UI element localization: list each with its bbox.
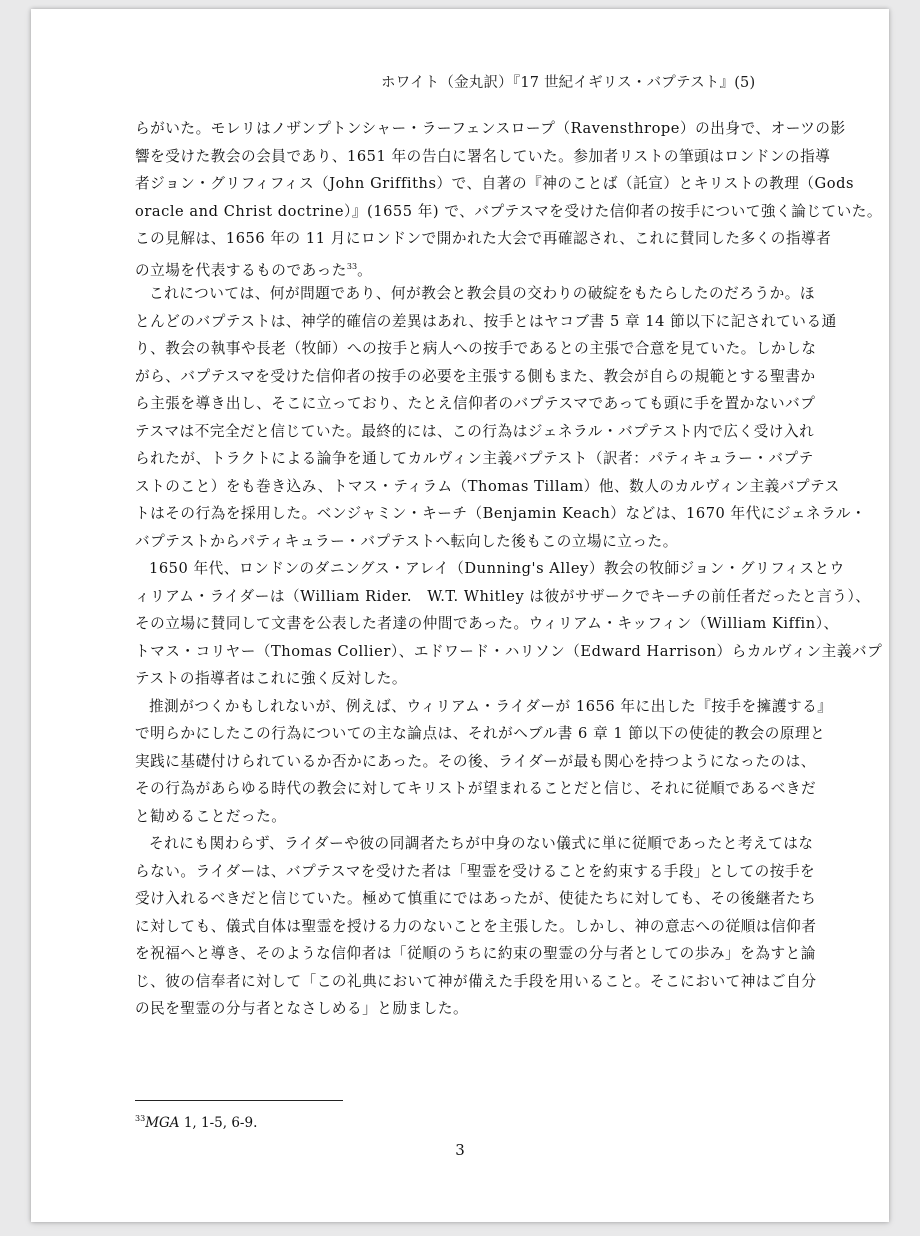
text-line: 受け入れるべきだと信じていた。極めて慎重にではあったが、使徒たちに対しても、その後継者たち [135,890,817,907]
paragraph-first-line: 1650 年代、ロンドンのダニングス・アレイ（Dunning's Alley）教会の牧師ジョン・グリフィスとウ [149,560,845,577]
text-line: 実践に基礎付けられているか否かにあった。その後、ライダーが最も関心を持つようになったのは、 [135,752,816,770]
body-text [135,115,883,1023]
text-line: 響を受けた教会の会員であり、1651 年の告白に署名していた。参加者リストの筆頭はロンドンの指導 [135,147,831,165]
text-line: で明らかにしたこの行為についての主な論点は、それがヘブル書 6 章 1 節以下の使徒的教会の原理と [135,725,826,742]
text-line: と勧めることだった。 [135,807,287,825]
text-line: の民を聖霊の分与者となさしめる」と励ました。 [135,1000,469,1017]
text-line: テスマは不完全だと信じていた。最終的には、この行為はジェネラル・バプテスト内で広く受け入れ [135,422,815,440]
running-header: ホワイト（金丸訳）『17 世紀イギリス・バプテスト』(5) [381,75,756,91]
text-line: oracle and Christ doctrine）』(1655 年) で、バプテスマを受けた信仰者の按手について強く論じていた。 [135,202,883,220]
text-line: トマス・コリヤー（Thomas Collier）、エドワード・ハリソン（Edward Harrison）らカルヴィン主義バプ [135,642,883,660]
text-line: その立場に賛同して文書を公表した者達の仲間であった。ウィリアム・キッフィン（William Kiffin）、 [135,615,839,632]
page-number: 3 [455,1141,465,1159]
footnote-divider [135,1100,343,1101]
text-line: られたが、トラクトによる論争を通してカルヴィン主義バプテスト（訳者：パティキュラー・バプテ [135,450,814,467]
text-line-tail: 。 [357,261,373,279]
document-page [31,9,889,1222]
text-line: ら主張を導き出し、そこに立っており、たとえ信仰者のバプテスマであっても頭に手を置かないバプ [135,395,816,412]
footnote-pages: 1, 1-5, 6-9. [179,1115,258,1131]
footnote-mark: 33 [135,1114,146,1123]
paragraph-first-line: それにも関わらず、ライダーや彼の同調者たちが中身のない儀式に単に従順であったと考えてはな [149,835,814,852]
text-line: り、教会の執事や長老（牧師）への按手と病人への按手であるとの主張で合意を見ていた。しかしな [135,340,817,357]
text-line: 者ジョン・グリフィフィス（John Griffiths）で、自著の『神のことば（託宣）とキリストの教理（Gods [135,175,855,192]
text-line: バプテストからパティキュラー・バプテストへ転向した後もこの立場に立った。 [135,532,678,550]
text-line: その行為があらゆる時代の教会に対してキリストが望まれることだと信じ、それに従順であるべきだ [135,780,817,797]
text-line: トはその行為を採用した。ベンジャミン・キーチ（Benjamin Keach）などは、1670 年代にジェネラル・ [135,505,867,522]
text-line: ィリアム・ライダーは（William Rider. W.T. Whitley は彼がサザークでキーチの前任者だったと言う）、 [135,587,871,605]
paragraph-first-line: 推測がつくかもしれないが、例えば、ウィリアム・ライダーが 1656 年に出した『按手を擁護する』 [149,697,833,715]
text-line: に対しても、儀式自体は聖霊を授ける力のないことを主張した。しかし、神の意志への従順は信仰者 [135,917,817,935]
text-line: を祝福へと導き、そのような信仰者は「従順のうちに約束の聖霊の分与者としての歩み」を為すと論 [135,945,816,962]
text-line: とんどのバプテストは、神学的確信の差異はあれ、按手とはヤコブ書 5 章 14 節以下に記されている通 [135,312,837,330]
text-line: らがいた。モレリはノザンプトンシャー・ラーフェンスロープ（Ravensthrope）の出身で、オーツの影 [135,120,846,137]
text-line: ストのこと）をも巻き込み、トマス・ティラム（Thomas Tillam）他、数人のカルヴィン主義バプテス [135,477,840,495]
text-line [135,253,791,281]
footnote [135,1110,257,1132]
text-line: この見解は、1656 年の 11 月にロンドンで開かれた大会で再確認され、これに賛同した多くの指導者 [135,230,832,247]
footnote-reference[interactable]: 33 [346,261,358,271]
text-line: じ、彼の信奉者に対して「この礼典において神が備えた手段を用いること。そこにおいて神はご自分 [135,972,817,990]
text-line: らない。ライダーは、バプテスマを受けた者は「聖霊を受けることを約束する手段」としての按手を [135,862,816,880]
footnote-source: MGA [145,1115,180,1131]
text-line-content: の立場を代表するものであった [135,261,347,279]
paragraph-first-line: これについては、何が問題であり、何が教会と教会員の交わりの破綻をもたらしたのだろうか。ほ [149,285,816,302]
text-line: がら、バプテスマを受けた信仰者の按手の必要を主張する側もまた、教会が自らの規範とする聖書か [135,367,816,385]
text-line: テストの指導者はこれに強く反対した。 [135,670,408,687]
